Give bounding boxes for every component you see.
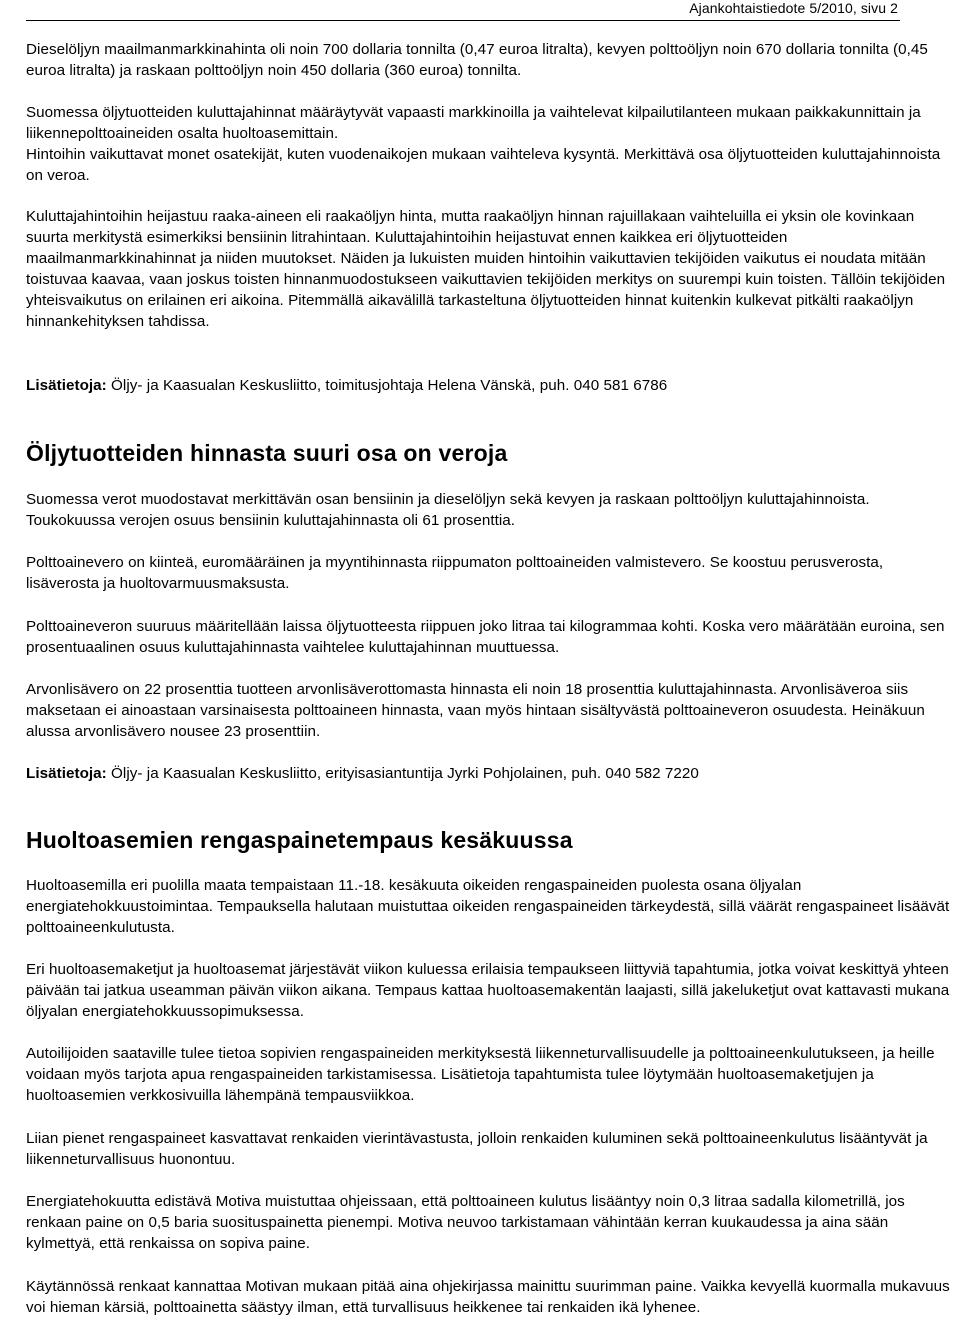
info-line-2 [26, 764, 958, 785]
section-title-tyre-pressure: Huoltoasemien rengaspainetempaus kesäkuussa [26, 827, 573, 853]
paragraph-fuel-tax: Polttoainevero on kiinteä, euromääräinen ja myyntihinnasta riippumaton polttoaineiden valmistevero. Se koostuu perusverosta, lisäverosta ja huoltovarmuusmaksusta. [26, 554, 884, 592]
info-label: Lisätietoja: [26, 765, 107, 782]
paragraph-crude-influence: Kuluttajahintoihin heijastuu raaka-aineen eli raakaöljyn hinta, mutta raakaöljyn hinnan rajuillakaan vaihteluilla ei yksin ole kovinkaan suurta merkitystä esimerkiksi bensiinin litrahintaan. Kuluttajahintoihin heijastuvat ennen kaikkea eri öljytuotteiden maailmanmarkkinahinnat ja niiden muutokset. Näiden ja lukuisten muiden hintoihin vaikuttavien tekijöiden vaikutus ei noudata mitään toistuvaa kaavaa, vaan joskus toisten hinnanmuodostukseen vaikuttavien tekijöiden merkitys on suurempi kuin toisten. Tällöin tekijöiden yhteisvaikutus on erilainen eri aikoina. Pitemmällä aikavälillä tarkasteltuna öljytuotteiden hinnat kuitenkin kulkevat pitkälti raakaöljyn hinnankehityksen tahdissa. [26, 208, 946, 330]
paragraph-tax-share: Suomessa verot muodostavat merkittävän osan bensiinin ja dieselöljyn sekä kevyen ja raskaan polttoöljyn kuluttajahinnoista. Toukokuussa verojen osuus bensiinin kuluttajahinnasta oli 61 prosenttia. [26, 491, 870, 529]
paragraph-low-pressure: Liian pienet rengaspaineet kasvattavat renkaiden vierintävastusta, jolloin renkaiden kuluminen sekä polttoaineenkulutus lisääntyvät ja liikenneturvallisuus huonontuu. [26, 1130, 928, 1168]
header-text: Ajankohtaistiedote 5/2010, sivu 2 [689, 0, 898, 16]
info-contact: Öljy- ja Kaasualan Keskusliitto, erityisasiantuntija Jyrki Pohjolainen, puh. 040 582 7220 [106, 765, 699, 782]
paragraph-max-pressure: Käytännössä renkaat kannattaa Motivan mukaan pitää aina ohjekirjassa mainittu suurimman paine. Vaikka kevyellä kuormalla mukavuus voi hieman kärsiä, polttoainetta säästyy ilman, että turvallisuus heikkenee tai renkaiden ikä lyhenee. [26, 1278, 950, 1316]
info-label: Lisätietoja: [26, 377, 107, 394]
paragraph-vat: Arvonlisävero on 22 prosenttia tuotteen arvonlisäverottomasta hinnasta eli noin 18 prosenttia kuluttajahinnasta. Arvonlisäveroa siis maksetaan ei ainoastaan varsinaisesta polttoaineen hinnasta, vaan myös hintaan sisältyvästä polttoaineveron osuudesta. Heinäkuun alussa arvonlisävero nousee 23 prosenttiin. [26, 681, 925, 740]
section-title-taxes: Öljytuotteiden hinnasta suuri osa on veroja [26, 440, 508, 466]
paragraph-price-factors: Hintoihin vaikuttavat monet osatekijät, kuten vuodenaikojen mukaan vaihteleva kysyntä. Merkittävä osa öljytuotteiden kuluttajahinnoista on veroa. [26, 146, 941, 184]
paragraph-world-prices: Dieselöljyn maailmanmarkkinahinta oli noin 700 dollaria tonnilta (0,47 euroa litralta), kevyen polttoöljyn noin 670 dollaria tonnilta (0,45 euroa litralta) ja raskaan polttoöljyn noin 450 dollaria (360 euroa) tonnilta. [26, 41, 928, 79]
paragraph-campaign: Huoltoasemilla eri puolilla maata tempaistaan 11.-18. kesäkuuta oikeiden rengaspaineiden puolesta osana öljyalan energiatehokkuustoimintaa. Tempauksella halutaan muistuttaa oikeiden rengaspaineiden tärkeydestä, sillä väärät rengaspaineet lisäävät polttoaineenkulutusta. [26, 877, 950, 936]
paragraph-driver-info: Autoilijoiden saataville tulee tietoa sopivien rengaspaineiden merkityksestä liikenneturvallisuudelle ja polttoaineenkulutukseen, ja heille voidaan myös tarjota apua rengaspaineiden tarkistamisessa. Lisätietoja tapahtumista tulee löytymään huoltoasemaketjujen ja huoltoasemien verkkosivuilla lähempänä tempausviikkoa. [26, 1045, 935, 1104]
paragraph-motiva: Energiatehokuutta edistävä Motiva muistuttaa ohjeissaan, että polttoaineen kulutus lisääntyy noin 0,3 litraa sadalla kilometrillä, jos renkaan paine on 0,5 baria suosituspainetta pienempi. Motiva neuvoo tarkistamaan vähintään kerran kuukaudessa ja aina sään kylmettyä, että renkaissa on sopiva paine. [26, 1193, 905, 1252]
info-line-1 [26, 376, 958, 397]
info-contact: Öljy- ja Kaasualan Keskusliitto, toimitusjohtaja Helena Vänskä, puh. 040 581 6786 [106, 377, 668, 394]
paragraph-consumer-prices: Suomessa öljytuotteiden kuluttajahinnat määräytyvät vapaasti markkinoilla ja vaihtelevat kilpailutilanteen mukaan paikkakunnittain ja liikennepolttoaineiden osalta huoltoasemittain. [26, 104, 921, 142]
paragraph-station-chains: Eri huoltoasemaketjut ja huoltoasemat järjestävät viikon kuluessa erilaisia tempaukseen liittyviä tapahtumia, jotka voivat keskittyä yhteen päivään tai jatkua useamman päivän viikon aikana. Tempaus kattaa huoltoasemakentän laajasti, sillä jakeluketjut ovat kattavasti mukana öljyalan energiatehokkuussopimuksessa. [26, 961, 950, 1020]
header-divider [26, 20, 900, 21]
paragraph-tax-size: Polttoaineveron suuruus määritellään laissa öljytuotteesta riippuen joko litraa tai kilogrammaa kohti. Koska vero määrätään euroina, sen prosentuaalinen osuus kuluttajahinnasta vaihtelee kuluttajahinnan muuttuessa. [26, 618, 945, 656]
